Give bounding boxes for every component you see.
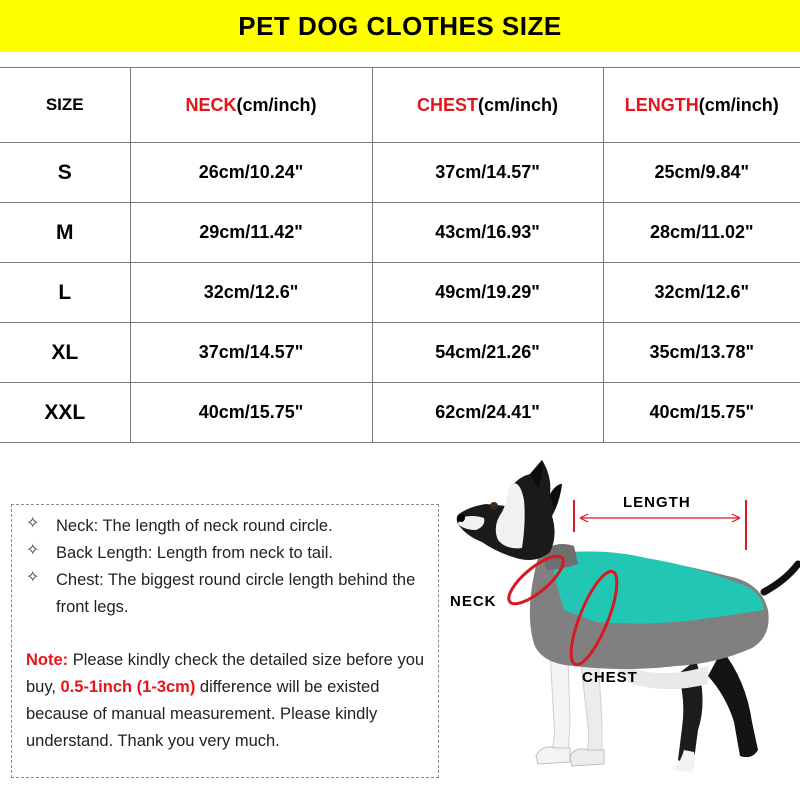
table-row — [0, 263, 800, 323]
header-neck — [130, 68, 372, 143]
cell-length: 28cm/11.02" — [603, 203, 800, 263]
cell-chest: 43cm/16.93" — [372, 203, 603, 263]
bullet-text: Chest: The biggest round circle length behind the front legs. — [56, 571, 416, 616]
header-chest-label: CHEST — [416, 94, 478, 115]
bullet-text: Back Length: Length from neck to tail. — [56, 544, 333, 562]
cell-neck: 37cm/14.57" — [130, 323, 372, 383]
header-chest-unit: (cm/inch) — [478, 94, 559, 115]
header-length-unit: (cm/inch) — [698, 94, 779, 115]
cell-length: 25cm/9.84" — [603, 143, 800, 203]
cell-size: S — [0, 143, 130, 203]
size-table — [0, 67, 800, 443]
star-bullet-icon: ✧ — [26, 569, 40, 586]
table-row — [0, 383, 800, 443]
title-banner — [0, 0, 800, 52]
cell-chest: 62cm/24.41" — [372, 383, 603, 443]
header-chest — [372, 68, 603, 143]
chest-label: CHEST — [582, 669, 638, 686]
size-note — [26, 647, 436, 755]
cell-neck: 29cm/11.42" — [130, 203, 372, 263]
header-neck-unit: (cm/inch) — [236, 94, 317, 115]
star-bullet-icon: ✧ — [26, 542, 40, 559]
cell-chest: 54cm/21.26" — [372, 323, 603, 383]
star-bullet-icon: ✧ — [26, 515, 40, 532]
cell-neck: 40cm/15.75" — [130, 383, 372, 443]
cell-chest: 37cm/14.57" — [372, 143, 603, 203]
table-header-row — [0, 68, 800, 143]
note-text-1: Please kindly check the detailed size before you buy, — [26, 651, 425, 696]
measurement-notes-box — [11, 504, 439, 778]
neck-label: NECK — [450, 593, 497, 610]
cell-neck: 26cm/10.24" — [130, 143, 372, 203]
dog-measurement-diagram — [446, 460, 800, 800]
header-length — [603, 68, 800, 143]
cell-size: L — [0, 263, 130, 323]
cell-size: M — [0, 203, 130, 263]
cell-size: XXL — [0, 383, 130, 443]
cell-size: XL — [0, 323, 130, 383]
header-size: SIZE — [0, 68, 130, 143]
note-highlight: 0.5-1inch (1-3cm) — [60, 678, 196, 696]
dog-illustration — [446, 460, 800, 800]
note-bullet-back-length — [26, 540, 436, 567]
cell-neck: 32cm/12.6" — [130, 263, 372, 323]
note-bullet-neck — [26, 513, 436, 540]
table-row — [0, 203, 800, 263]
header-neck-label: NECK — [185, 94, 237, 115]
page-title: PET DOG CLOTHES SIZE — [238, 10, 562, 41]
cell-chest: 49cm/19.29" — [372, 263, 603, 323]
table-row — [0, 323, 800, 383]
bullet-text: Neck: The length of neck round circle. — [56, 517, 333, 535]
note-label: Note: — [26, 651, 69, 669]
cell-length: 40cm/15.75" — [603, 383, 800, 443]
header-length-label: LENGTH — [624, 94, 699, 115]
note-bullet-chest — [26, 567, 436, 621]
note-text-2: difference will be existed because of manual measurement. Please kindly understand. Thank you very much. — [26, 678, 380, 750]
length-label: LENGTH — [623, 494, 691, 511]
cell-length: 32cm/12.6" — [603, 263, 800, 323]
table-row — [0, 143, 800, 203]
cell-length: 35cm/13.78" — [603, 323, 800, 383]
